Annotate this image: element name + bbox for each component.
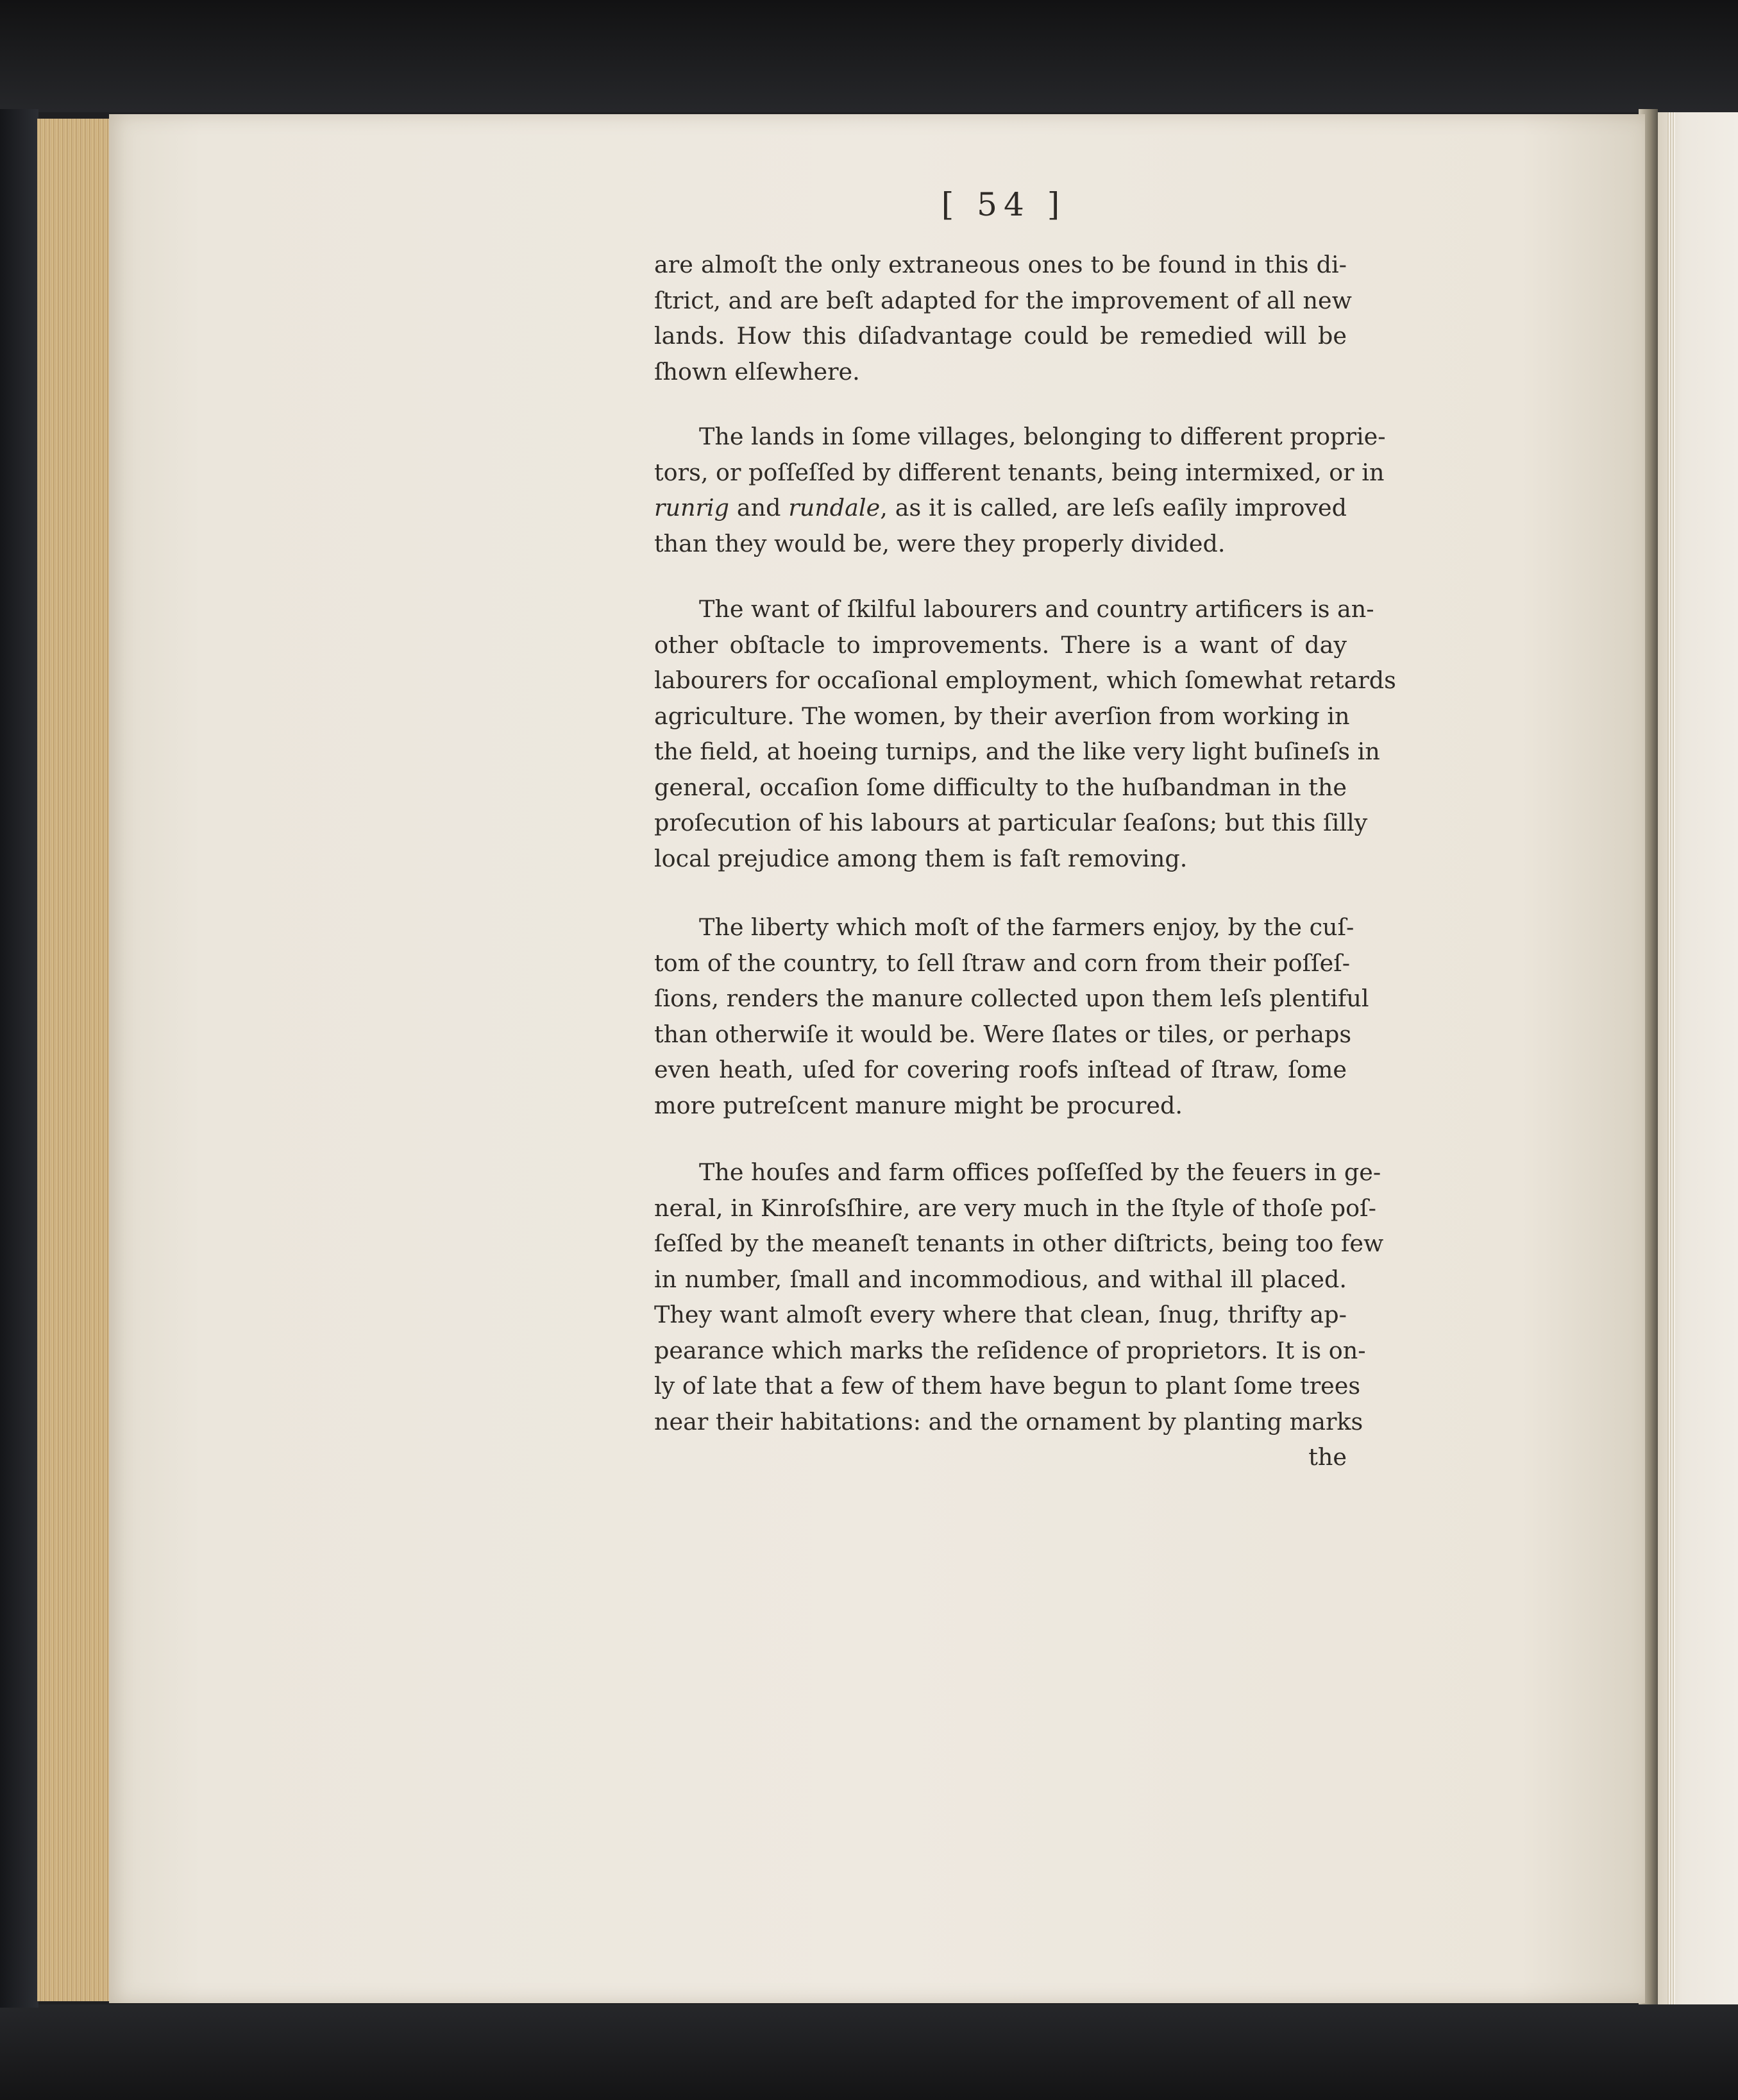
text-line: pearance which marks the reſidence of proprietors. It is on- <box>654 1336 1366 1364</box>
text-line: The liberty which moſt of the farmers enjoy, by the cuſ- <box>699 913 1354 941</box>
text-line: The houſes and farm offices poſſeſſed by the feuers in ge- <box>699 1158 1381 1186</box>
text-line: ly of late that a few of them have begun to plant ſome trees <box>654 1372 1361 1400</box>
text-line: agriculture. The women, by their averſion from working in <box>654 702 1350 730</box>
text-line: They want almoſt every where that clean, ſnug, thrifty ap- <box>654 1301 1347 1328</box>
text-line: general, occaſion ſome difficulty to the huſbandman in the <box>654 773 1347 801</box>
paragraph-4 <box>654 910 1369 1123</box>
text-line: more putreſcent manure might be procured. <box>654 1091 1183 1119</box>
text-line: tors, or poſſeſſed by different tenants, being intermixed, or in <box>654 458 1385 486</box>
text-line: tom of the country, to ſell ſtraw and corn from their poſſeſ- <box>654 949 1351 977</box>
italic-term-rundale: rundale <box>788 494 881 521</box>
text-line: proſecution of his labours at particular ſeaſons; but this ſilly <box>654 809 1368 836</box>
text-line: even heath, uſed for covering roofs inſtead of ſtraw, ſome <box>654 1056 1347 1083</box>
text-line: near their habitations: and the ornament by planting marks <box>654 1407 1363 1435</box>
text-fragment: , as it is called, are leſs eaſily improved <box>880 494 1347 521</box>
text-line: labourers for occaſional employment, which ſomewhat retards <box>654 666 1396 694</box>
book-cover-top <box>0 0 1738 112</box>
text-line: in number, ſmall and incommodious, and withal ill placed. <box>654 1265 1347 1293</box>
paragraph-1 <box>654 247 1352 389</box>
text-line: the field, at hoeing turnips, and the like very light buſineſs in <box>654 738 1380 765</box>
paragraph-3 <box>654 591 1396 876</box>
text-line: than otherwiſe it would be. Were ſlates or tiles, or perhaps <box>654 1020 1352 1048</box>
book-cover-bottom <box>0 2004 1738 2100</box>
facing-page-edges <box>1667 112 1675 2004</box>
catchword: the <box>1308 1443 1347 1471</box>
paragraph-5 <box>654 1155 1384 1475</box>
paragraph-2 <box>654 419 1386 561</box>
text-line-with-italics <box>654 490 1347 526</box>
text-line: than they would be, were they properly divided. <box>654 529 1226 557</box>
text-line: ſhown elſewhere. <box>654 357 860 385</box>
text-fragment: and <box>729 494 789 521</box>
page-number: [ 54 ] <box>941 186 1067 223</box>
text-line: local prejudice among them is faſt removing. <box>654 844 1188 872</box>
italic-term-runrig: runrig <box>654 494 729 521</box>
book-cover-left <box>0 109 38 2008</box>
text-line: The lands in ſome villages, belonging to different proprie- <box>699 423 1386 450</box>
text-line: ſions, renders the manure collected upon them leſs plentiful <box>654 985 1369 1012</box>
text-line: ſeſſed by the meaneſt tenants in other diſtricts, being too few <box>654 1230 1384 1257</box>
text-line: The want of ſkilful labourers and country artificers is an- <box>699 595 1374 623</box>
text-line: are almoſt the only extraneous ones to be found in this di- <box>654 251 1347 278</box>
text-line: neral, in Kinroſsſhire, are very much in the ſtyle of thoſe poſ- <box>654 1194 1376 1222</box>
text-line: lands. How this diſadvantage could be remedied will be <box>654 322 1347 350</box>
text-line: other obſtacle to improvements. There is a want of day <box>654 631 1347 659</box>
text-line: ſtrict, and are beſt adapted for the improvement of all new <box>654 286 1352 314</box>
